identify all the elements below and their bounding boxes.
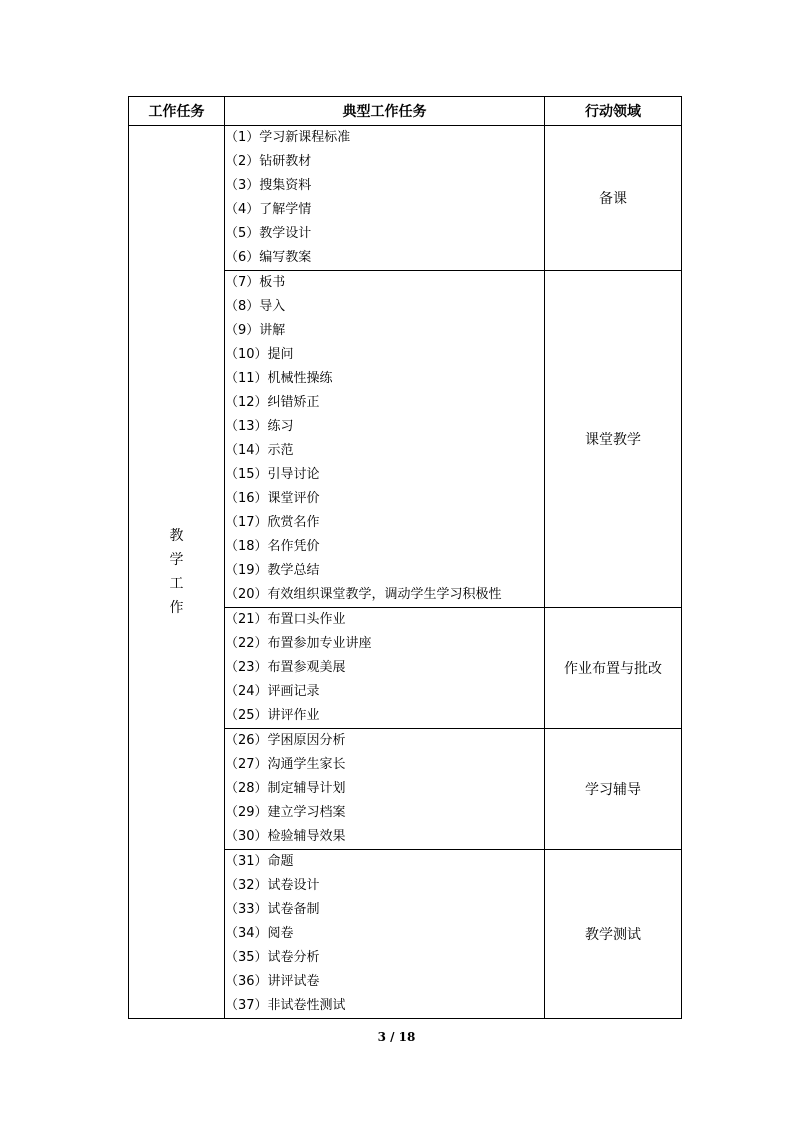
task-item: （22）布置参加专业讲座 [225, 636, 372, 651]
task-item: （36）讲评试卷 [225, 974, 320, 989]
task-item: （16）课堂评价 [225, 491, 320, 506]
work-task-cell [129, 126, 225, 1019]
header-typical-tasks: 典型工作任务 [225, 97, 545, 126]
task-item: （7）板书 [225, 275, 286, 290]
header-action-domain: 行动领域 [545, 97, 682, 126]
task-item: （23）布置参观美展 [225, 660, 346, 675]
task-item: （11）机械性操练 [225, 371, 333, 386]
page-number: 3 / 18 [377, 1030, 416, 1044]
task-table [128, 96, 682, 1019]
task-item: （27）沟通学生家长 [225, 757, 346, 772]
task-item: （10）提问 [225, 347, 294, 362]
task-item: （19）教学总结 [225, 563, 320, 578]
task-item: （37）非试卷性测试 [225, 998, 346, 1013]
header-row [129, 97, 682, 126]
task-item: （17）欣赏名作 [225, 515, 320, 530]
work-task-char: 作 [169, 600, 184, 616]
task-item: （15）引导讨论 [225, 467, 320, 482]
domain-homework: 作业布置与批改 [545, 608, 682, 729]
task-item: （28）制定辅导计划 [225, 781, 346, 796]
task-item: （25）讲评作业 [225, 708, 320, 723]
task-item: （31）命题 [225, 854, 294, 869]
task-item: （29）建立学习档案 [225, 805, 346, 820]
task-item: （34）阅卷 [225, 926, 294, 941]
task-item: （4）了解学情 [225, 202, 312, 217]
task-item: （30）检验辅导效果 [225, 829, 346, 844]
domain-testing: 教学测试 [545, 850, 682, 1019]
task-item: （14）示范 [225, 443, 294, 458]
task-item: （1）学习新课程标准 [225, 130, 351, 145]
task-list-tutoring [225, 729, 545, 850]
task-item: （18）名作凭价 [225, 539, 320, 554]
task-item: （9）讲解 [225, 323, 286, 338]
task-list-testing [225, 850, 545, 1019]
work-task-char: 教 [169, 528, 184, 544]
work-task-char: 学 [169, 552, 184, 568]
task-item: （12）纠错矫正 [225, 395, 320, 410]
task-item: （33）试卷备制 [225, 902, 320, 917]
task-item: （21）布置口头作业 [225, 612, 346, 627]
group-row [129, 126, 682, 271]
header-work-task: 工作任务 [129, 97, 225, 126]
domain-tutoring: 学习辅导 [545, 729, 682, 850]
domain-prep: 备课 [545, 126, 682, 271]
task-item: （2）钻研教材 [225, 154, 312, 169]
work-task-char: 工 [169, 576, 184, 592]
task-item: （3）搜集资料 [225, 178, 312, 193]
task-item: （32）试卷设计 [225, 878, 320, 893]
task-item: （8）导入 [225, 299, 286, 314]
task-item: （35）试卷分析 [225, 950, 320, 965]
task-list-prep [225, 126, 545, 271]
task-item: （13）练习 [225, 419, 294, 434]
task-list-classroom [225, 271, 545, 608]
domain-classroom: 课堂教学 [545, 271, 682, 608]
task-item: （20）有效组织课堂教学，调动学生学习积极性 [225, 587, 502, 602]
work-task-vertical-label [129, 524, 224, 620]
task-list-homework [225, 608, 545, 729]
task-item: （24）评画记录 [225, 684, 320, 699]
task-item: （5）教学设计 [225, 226, 312, 241]
task-item: （26）学困原因分析 [225, 733, 346, 748]
task-item: （6）编写教案 [225, 250, 312, 265]
